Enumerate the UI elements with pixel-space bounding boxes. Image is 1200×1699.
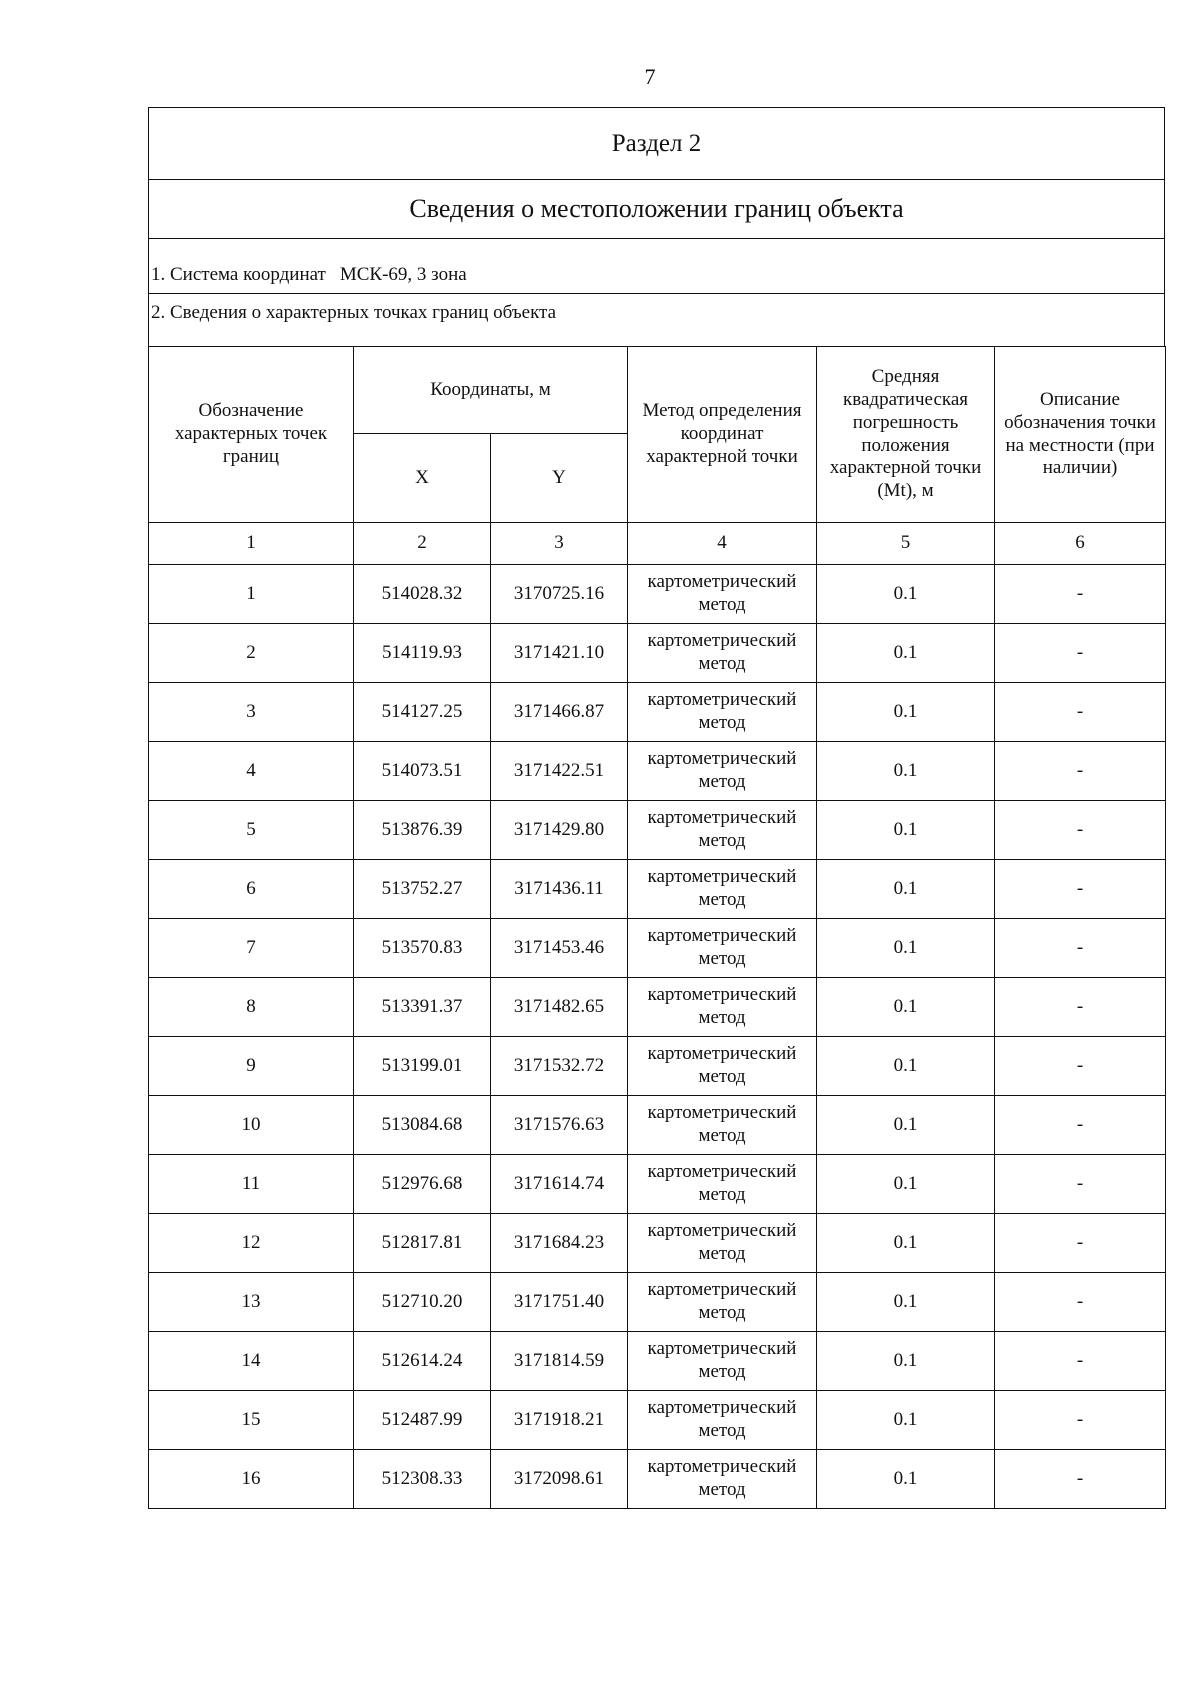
description-cell: - [995, 1332, 1166, 1391]
x-coordinate-cell: 513752.27 [354, 860, 491, 919]
description-cell: - [995, 1450, 1166, 1509]
mt-cell: 0.1 [817, 1391, 995, 1450]
x-coordinate-cell: 514119.93 [354, 624, 491, 683]
header-description: Описание обозначения точки на местности (при наличии) [995, 347, 1166, 523]
column-number: 3 [491, 523, 628, 565]
table-row [149, 801, 1166, 860]
description-cell: - [995, 1096, 1166, 1155]
method-cell: картометрический метод [628, 742, 817, 801]
x-coordinate-cell: 514127.25 [354, 683, 491, 742]
table-row [149, 565, 1166, 624]
x-coordinate-cell: 513570.83 [354, 919, 491, 978]
mt-cell: 0.1 [817, 978, 995, 1037]
point-number-cell: 1 [149, 565, 354, 624]
x-coordinate-cell: 512487.99 [354, 1391, 491, 1450]
description-cell: - [995, 1037, 1166, 1096]
table-row [149, 919, 1166, 978]
x-coordinate-cell: 513084.68 [354, 1096, 491, 1155]
column-number: 4 [628, 523, 817, 565]
mt-cell: 0.1 [817, 565, 995, 624]
x-coordinate-cell: 512614.24 [354, 1332, 491, 1391]
mt-cell: 0.1 [817, 1155, 995, 1214]
mt-cell: 0.1 [817, 801, 995, 860]
header-mt: Средняя квадратическая погрешность положения характерной точки (Mt), м [817, 347, 995, 523]
description-cell: - [995, 1155, 1166, 1214]
table-header-row [149, 347, 1166, 434]
x-coordinate-cell: 512710.20 [354, 1273, 491, 1332]
table-row [149, 1037, 1166, 1096]
y-coordinate-cell: 3171482.65 [491, 978, 628, 1037]
page-number-text: 7 [644, 64, 656, 89]
method-cell: картометрический метод [628, 1214, 817, 1273]
mt-cell: 0.1 [817, 1096, 995, 1155]
coordinate-system-value: МСК-69, 3 зона [339, 264, 467, 285]
point-number-cell: 9 [149, 1037, 354, 1096]
method-cell: картометрический метод [628, 1273, 817, 1332]
y-coordinate-cell: 3170725.16 [491, 565, 628, 624]
method-cell: картометрический метод [628, 860, 817, 919]
table-row [149, 978, 1166, 1037]
method-cell: картометрический метод [628, 978, 817, 1037]
point-number-cell: 5 [149, 801, 354, 860]
x-coordinate-cell: 513199.01 [354, 1037, 491, 1096]
y-coordinate-cell: 3171576.63 [491, 1096, 628, 1155]
method-cell: картометрический метод [628, 801, 817, 860]
mt-cell: 0.1 [817, 1037, 995, 1096]
y-coordinate-cell: 3171453.46 [491, 919, 628, 978]
column-number: 2 [354, 523, 491, 565]
column-number: 1 [149, 523, 354, 565]
method-cell: картометрический метод [628, 624, 817, 683]
description-cell: - [995, 978, 1166, 1037]
method-cell: картометрический метод [628, 683, 817, 742]
table-row [149, 1450, 1166, 1509]
column-number: 5 [817, 523, 995, 565]
table-row [149, 1096, 1166, 1155]
table-row [149, 742, 1166, 801]
x-coordinate-cell: 514073.51 [354, 742, 491, 801]
method-cell: картометрический метод [628, 1037, 817, 1096]
point-number-cell: 13 [149, 1273, 354, 1332]
table-row [149, 624, 1166, 683]
y-coordinate-cell: 3171429.80 [491, 801, 628, 860]
point-number-cell: 4 [149, 742, 354, 801]
y-coordinate-cell: 3171814.59 [491, 1332, 628, 1391]
method-cell: картометрический метод [628, 565, 817, 624]
point-number-cell: 2 [149, 624, 354, 683]
x-coordinate-cell: 513876.39 [354, 801, 491, 860]
y-coordinate-cell: 3171532.72 [491, 1037, 628, 1096]
point-number-cell: 10 [149, 1096, 354, 1155]
point-number-cell: 3 [149, 683, 354, 742]
header-coordinates: Координаты, м [354, 347, 628, 434]
mt-cell: 0.1 [817, 1214, 995, 1273]
y-coordinate-cell: 3171421.10 [491, 624, 628, 683]
y-coordinate-cell: 3171436.11 [491, 860, 628, 919]
description-cell: - [995, 860, 1166, 919]
header-method: Метод определения координат характерной точки [628, 347, 817, 523]
table-row [149, 683, 1166, 742]
section-header [148, 107, 1165, 347]
point-number-cell: 6 [149, 860, 354, 919]
description-cell: - [995, 1391, 1166, 1450]
description-cell: - [995, 1214, 1166, 1273]
mt-cell: 0.1 [817, 683, 995, 742]
mt-cell: 0.1 [817, 919, 995, 978]
table-body [149, 523, 1166, 1509]
point-number-cell: 15 [149, 1391, 354, 1450]
description-cell: - [995, 919, 1166, 978]
x-coordinate-cell: 514028.32 [354, 565, 491, 624]
points-heading: 2. Сведения о характерных точках границ объекта [151, 302, 557, 323]
mt-cell: 0.1 [817, 742, 995, 801]
method-cell: картометрический метод [628, 1450, 817, 1509]
table-row [149, 860, 1166, 919]
coordinate-system-line [149, 257, 1164, 294]
mt-cell: 0.1 [817, 860, 995, 919]
mt-cell: 0.1 [817, 624, 995, 683]
y-coordinate-cell: 3171466.87 [491, 683, 628, 742]
header-point-name: Обозначение характерных точек границ [149, 347, 354, 523]
spacer-row [149, 239, 1164, 257]
mt-cell: 0.1 [817, 1332, 995, 1391]
point-number-cell: 16 [149, 1450, 354, 1509]
x-coordinate-cell: 512976.68 [354, 1155, 491, 1214]
description-cell: - [995, 565, 1166, 624]
y-coordinate-cell: 3171751.40 [491, 1273, 628, 1332]
table-row [149, 1155, 1166, 1214]
x-coordinate-cell: 512308.33 [354, 1450, 491, 1509]
description-cell: - [995, 683, 1166, 742]
y-coordinate-cell: 3171918.21 [491, 1391, 628, 1450]
page-number [0, 64, 1200, 90]
y-coordinate-cell: 3171614.74 [491, 1155, 628, 1214]
coordinate-system-label: 1. Система координат [151, 264, 326, 285]
method-cell: картометрический метод [628, 919, 817, 978]
section-title: Раздел 2 [149, 108, 1164, 180]
mt-cell: 0.1 [817, 1273, 995, 1332]
method-cell: картометрический метод [628, 1391, 817, 1450]
mt-cell: 0.1 [817, 1450, 995, 1509]
method-cell: картометрический метод [628, 1096, 817, 1155]
column-number: 6 [995, 523, 1166, 565]
x-coordinate-cell: 513391.37 [354, 978, 491, 1037]
method-cell: картометрический метод [628, 1155, 817, 1214]
table-row [149, 1273, 1166, 1332]
y-coordinate-cell: 3171422.51 [491, 742, 628, 801]
y-coordinate-cell: 3172098.61 [491, 1450, 628, 1509]
table-row [149, 1214, 1166, 1273]
table-row [149, 1391, 1166, 1450]
table-row [149, 1332, 1166, 1391]
description-cell: - [995, 1273, 1166, 1332]
x-coordinate-cell: 512817.81 [354, 1214, 491, 1273]
header-x: X [354, 434, 491, 523]
boundary-points-table [148, 346, 1166, 1509]
description-cell: - [995, 742, 1166, 801]
point-number-cell: 8 [149, 978, 354, 1037]
point-number-cell: 11 [149, 1155, 354, 1214]
section-subtitle: Сведения о местоположении границ объекта [149, 180, 1164, 239]
point-number-cell: 14 [149, 1332, 354, 1391]
y-coordinate-cell: 3171684.23 [491, 1214, 628, 1273]
point-number-cell: 12 [149, 1214, 354, 1273]
description-cell: - [995, 801, 1166, 860]
point-number-cell: 7 [149, 919, 354, 978]
description-cell: - [995, 624, 1166, 683]
header-y: Y [491, 434, 628, 523]
method-cell: картометрический метод [628, 1332, 817, 1391]
column-numbers-row [149, 523, 1166, 565]
